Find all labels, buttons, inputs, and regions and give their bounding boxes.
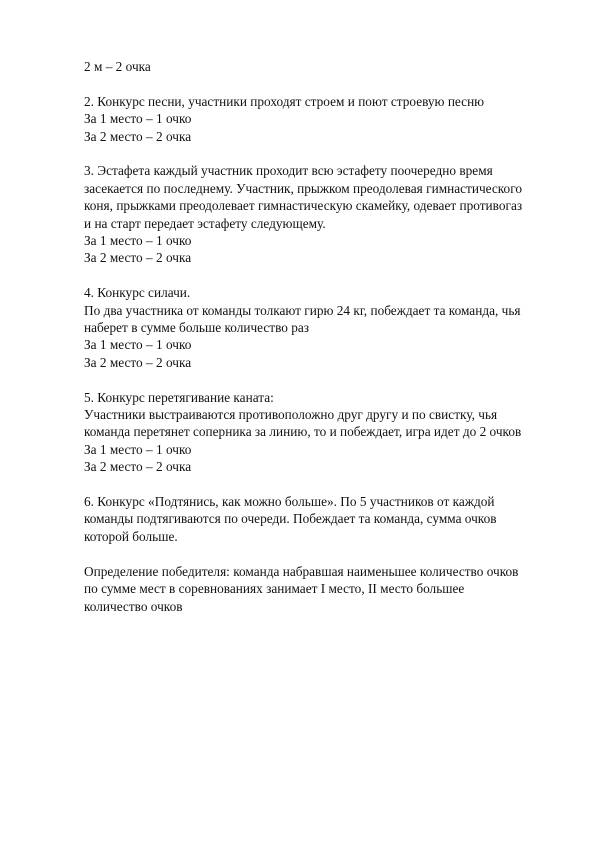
text-line: За 2 место – 2 очка — [84, 128, 192, 144]
paragraph-relay — [84, 162, 554, 266]
text-line: команда перетянет соперника за линию, то и побеждает, игра идет до 2 очков — [84, 424, 522, 440]
text-line: За 1 место – 1 очко — [84, 233, 192, 249]
section-heading: 5. Конкурс перетягивание каната: — [84, 389, 274, 405]
text-line: За 2 место – 2 очка — [84, 354, 192, 370]
paragraph-winner-determination — [84, 563, 554, 615]
text-line: количество очков — [84, 598, 183, 614]
text-line: по сумме мест в соревнованиях занимает I место, II место большее — [84, 581, 465, 597]
paragraph-pull-ups — [84, 493, 554, 545]
text-line: наберет в сумме больше количество раз — [84, 320, 310, 336]
text-line: Участники выстраиваются противоположно друг другу и по свистку, чья — [84, 407, 498, 423]
section-heading: 4. Конкурс силачи. — [84, 285, 191, 301]
text-line: За 1 место – 1 очко — [84, 111, 192, 127]
text-line: Определение победителя: команда набравшая наименьшее количество очков — [84, 563, 519, 579]
text-line: 2 м – 2 очка — [84, 59, 151, 74]
text-line: За 1 место – 1 очко — [84, 441, 192, 457]
text-line: За 2 место – 2 очка — [84, 459, 192, 475]
text-line: По два участника от команды толкают гирю 24 кг, побеждает та команда, чья — [84, 302, 521, 318]
section-heading: 3. Эстафета каждый участник проходит всю эстафету поочередно время — [84, 163, 493, 179]
text-line: и на старт передает эстафету следующему. — [84, 215, 326, 231]
text-line: команды подтягиваются по очереди. Побеждает та команда, сумма очков — [84, 511, 497, 527]
text-line: коня, прыжками преодолевает гимнастическую скамейку, одевает противогаз — [84, 198, 523, 214]
paragraph-strongman — [84, 284, 554, 371]
paragraph-song-contest — [84, 93, 554, 145]
section-heading: 6. Конкурс «Подтянись, как можно больше». По 5 участников от каждой — [84, 494, 495, 510]
text-line: которой больше. — [84, 528, 178, 544]
text-line: За 2 место – 2 очка — [84, 250, 192, 266]
section-heading: 2. Конкурс песни, участники проходят строем и поют строевую песню — [84, 93, 485, 109]
document-body — [84, 58, 554, 632]
paragraph-tug-of-war — [84, 389, 554, 476]
paragraph-points-intro — [84, 58, 554, 75]
text-line: засекается по последнему. Участник, прыжком преодолевая гимнастического — [84, 180, 522, 196]
text-line: За 1 место – 1 очко — [84, 337, 192, 353]
